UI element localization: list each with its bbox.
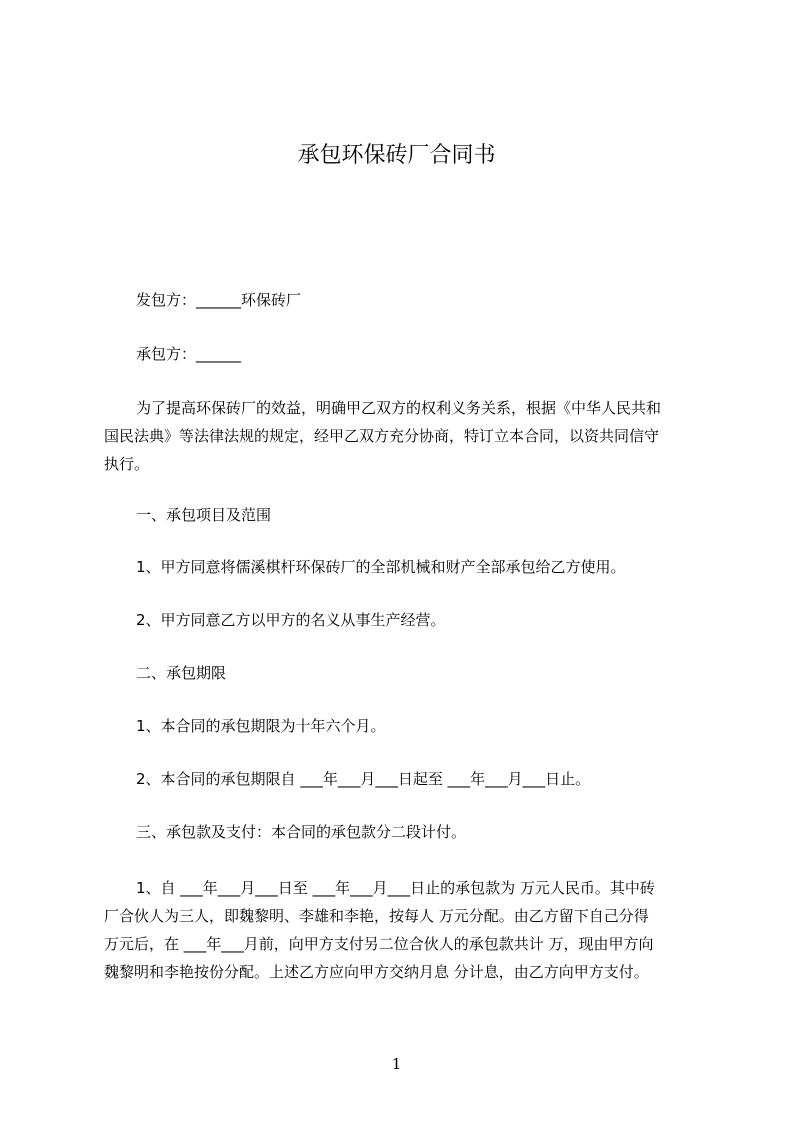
section-3-item-1-line-3: 万元后，在 ___年___月前，向甲方支付另二位合伙人的承包款共计 万，现由甲方向	[104, 935, 654, 953]
section-1-item-1: 1、甲方同意将儒溪棋杆环保砖厂的全部机械和财产全部承包给乙方使用。	[136, 558, 626, 576]
section-3-item-1-line-1: 1、自 ___年___月___日至 ___年___月___日止的承包款为 万元人民币。其中砖	[136, 879, 655, 897]
preamble-line-3: 执行。	[104, 455, 150, 473]
section-3-item-1-line-2: 厂合伙人为三人，即魏黎明、李雄和李艳，按每人 万元分配。由乙方留下自己分得	[104, 907, 649, 925]
section-1-item-2: 2、甲方同意乙方以甲方的名义从事生产经营。	[136, 611, 446, 629]
preamble-line-1: 为了提高环保砖厂的效益，明确甲乙双方的权利义务关系，根据《中华人民共和	[136, 399, 662, 417]
page-number: 1	[391, 1055, 402, 1073]
party-b-line: 承包方：______	[136, 345, 242, 363]
section-3-item-1-paragraph	[104, 874, 704, 986]
preamble-paragraph	[104, 394, 704, 478]
section-2-item-1: 1、本合同的承包期限为十年六个月。	[136, 717, 386, 735]
section-2-item-2: 2、本合同的承包期限自 ___年___月___日起至 ___年___月___日止。	[136, 770, 591, 788]
section-3-heading: 三、承包款及支付：本合同的承包款分二段计付。	[136, 823, 467, 841]
section-2-heading: 二、承包期限	[136, 664, 227, 682]
section-3-item-1-line-4: 魏黎明和李艳按份分配。上述乙方应向甲方交纳月息 分计息，由乙方向甲方支付。	[104, 963, 649, 981]
preamble-line-2: 国民法典》等法律法规的规定，经甲乙双方充分协商，特订立本合同，以资共同信守	[104, 427, 660, 445]
party-a-line: 发包方：______环保砖厂	[136, 291, 302, 309]
document-title: 承包环保砖厂合同书	[297, 143, 496, 168]
section-1-heading: 一、承包项目及范围	[136, 506, 272, 524]
